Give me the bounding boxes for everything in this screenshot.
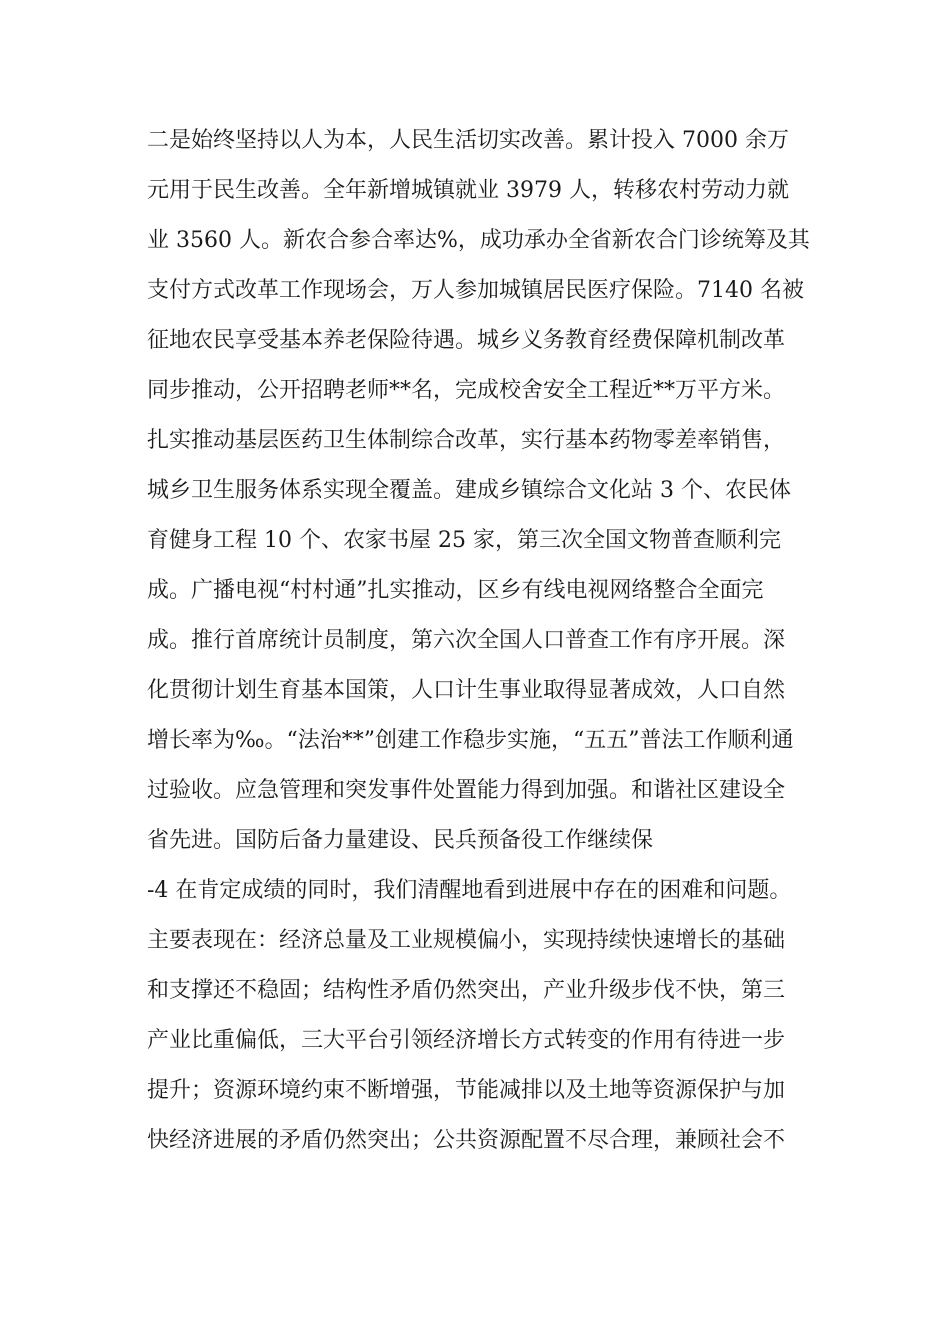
text-line: 成。广播电视“村村通”扎实推动，区乡有线电视网络整合全面完 (147, 578, 764, 603)
text-line: 育健身工程 10 个、农家书屋 25 家，第三次全国文物普查顺利完 (147, 528, 781, 553)
text-line: 二是始终坚持以人为本，人民生活切实改善。累计投入 7000 余万 (147, 128, 789, 153)
text-line: 化贯彻计划生育基本国策，人口计生事业取得显著成效，人口自然 (147, 678, 786, 703)
text-line: 扎实推动基层医药卫生体制综合改革，实行基本药物零差率销售， (147, 428, 786, 453)
text-line: 省先进。国防后备力量建设、民兵预备役工作继续保 (147, 828, 654, 853)
text-line: 元用于民生改善。全年新增城镇就业 3979 人，转移农村劳动力就 (147, 178, 789, 203)
text-line: 支付方式改革工作现场会，万人参加城镇居民医疗保险。7140 名被 (147, 278, 804, 303)
text-line: 和支撑还不稳固；结构性矛盾仍然突出，产业升级步伐不快，第三 (147, 978, 786, 1003)
text-line: 产业比重偏低，三大平台引领经济增长方式转变的作用有待进一步 (147, 1028, 786, 1053)
text-line: 业 3560 人。新农合参合率达%，成功承办全省新农合门诊统筹及其 (147, 228, 810, 253)
body-text (147, 116, 810, 1166)
text-line: 城乡卫生服务体系实现全覆盖。建成乡镇综合文化站 3 个、农民体 (147, 478, 791, 503)
text-line: 增长率为‰。“法治**”创建工作稳步实施，“五五”普法工作顺利通 (147, 728, 794, 753)
text-line: -4 在肯定成绩的同时，我们清醒地看到进展中存在的困难和问题。 (147, 878, 792, 903)
text-line: 提升；资源环境约束不断增强，节能减排以及土地等资源保护与加 (147, 1078, 786, 1103)
text-line: 成。推行首席统计员制度，第六次全国人口普查工作有序开展。深 (147, 628, 786, 653)
text-line: 同步推动，公开招聘老师**名，完成校舍安全工程近**万平方米。 (147, 378, 786, 403)
text-line: 主要表现在：经济总量及工业规模偏小，实现持续快速增长的基础 (147, 928, 786, 953)
text-line: 过验收。应急管理和突发事件处置能力得到加强。和谐社区建设全 (147, 778, 786, 803)
text-line: 快经济进展的矛盾仍然突出；公共资源配置不尽合理，兼顾社会不 (147, 1128, 786, 1153)
text-line: 征地农民享受基本养老保险待遇。城乡义务教育经费保障机制改革 (147, 328, 786, 353)
